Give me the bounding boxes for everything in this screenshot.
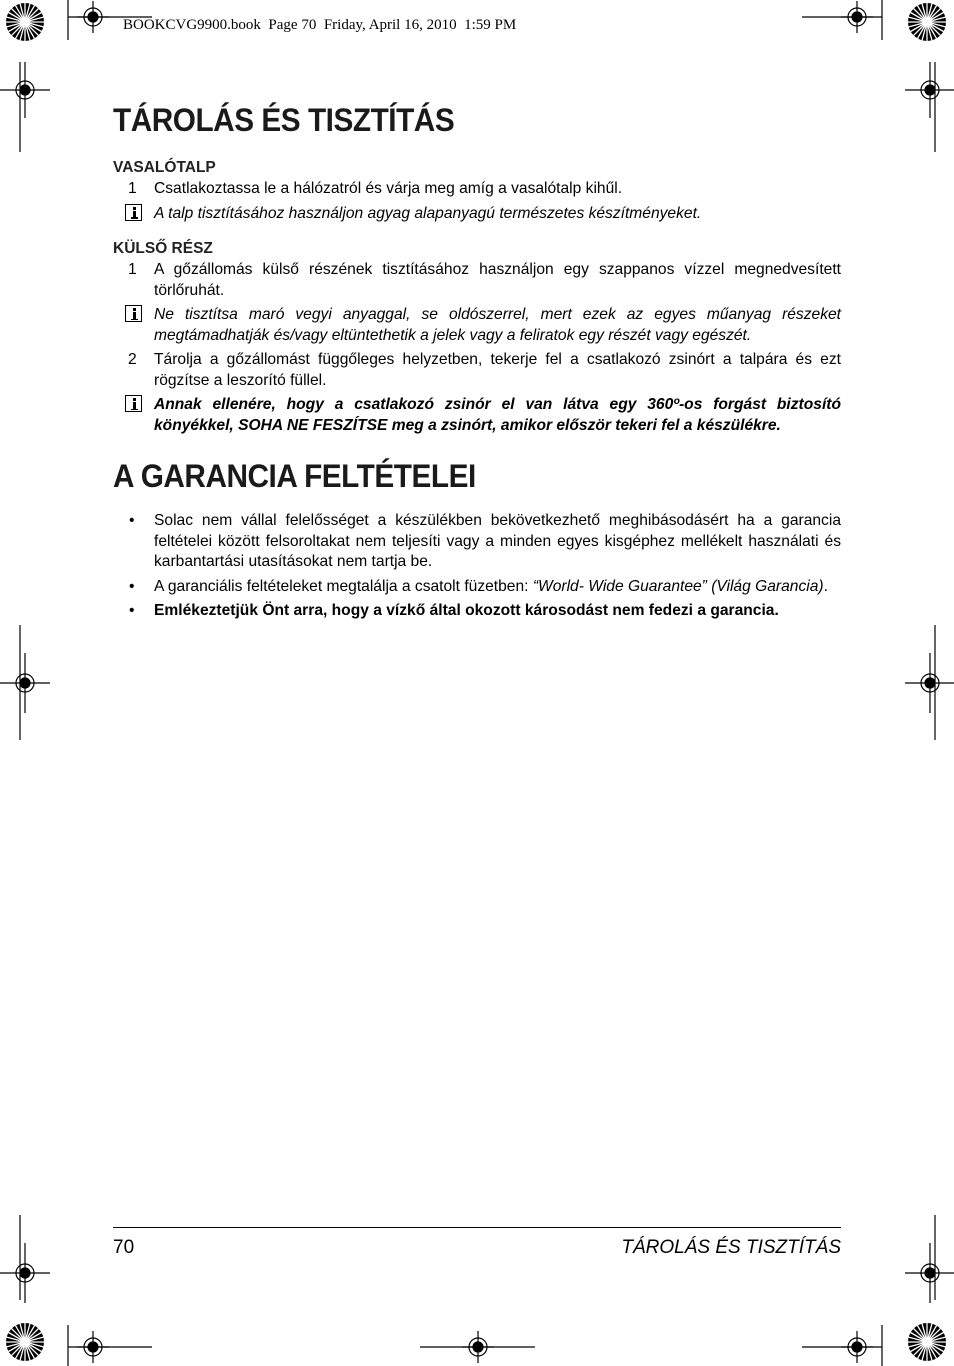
info-icon [125, 395, 142, 412]
step-number: 2 [128, 351, 137, 368]
bullet-text: Solac nem vállal felelősséget a készülékben bekövetkezhető meghibásodásért ha a garancia feltételei között felsoroltakat nem teljesíti vagy a minden egyes kisgéphez mellékelt használati és karbantartási utasításokat nem tartja be. [154, 512, 841, 570]
step-number: 1 [128, 180, 137, 197]
bullet-text: A garanciális feltételeket megtalálja a csatolt füzetben: [154, 577, 533, 595]
bullet-text-end: . [823, 577, 828, 595]
subheading-soleplate: VASALÓTALP [113, 159, 216, 176]
bullet-mark: • [129, 512, 135, 529]
running-title: TÁROLÁS ÉS TISZTÍTÁS [621, 1237, 841, 1258]
list-item [113, 179, 841, 200]
warning-text: Annak ellenére, hogy a csatlakozó zsinór el van látva egy 360º-os forgást biztosító könyékkel, SOHA NE FESZÍTSE meg a zsinórt, amikor először tekeri fel a készülékre. [154, 396, 841, 434]
list-item [113, 350, 841, 391]
warning-note [113, 395, 841, 436]
info-note [113, 305, 841, 346]
section-title-storage-cleaning: TÁROLÁS ÉS TISZTÍTÁS [113, 102, 455, 138]
info-icon [125, 305, 142, 322]
print-header: BOOKCVG9900.book Page 70 Friday, April 16, 2010 1:59 PM [123, 17, 517, 33]
section-title-warranty: A GARANCIA FELTÉTELEI [113, 458, 476, 494]
bullet-item [113, 601, 841, 622]
note-text: Ne tisztítsa maró vegyi anyaggal, se oldószerrel, mert ezek az egyes műanyag részeket megtámadhatják és/vagy eltüntethetik a jelek vagy a feliratok egy részét vagy egészét. [154, 306, 841, 344]
step-number: 1 [128, 261, 137, 278]
bullet-text-italic: “World- Wide Guarantee” (Világ Garancia) [532, 577, 824, 595]
bullet-item [113, 577, 841, 598]
step-text: Tárolja a gőzállomást függőleges helyzetben, tekerje fel a csatlakozó zsinórt a talpára és ezt rögzítse a leszorító füllel. [154, 351, 841, 389]
bullet-text-bold: Emlékeztetjük Önt arra, hogy a vízkő által okozott károsodást nem fedezi a garancia. [154, 602, 779, 619]
subheading-exterior: KÜLSŐ RÉSZ [113, 240, 213, 257]
info-note [113, 204, 841, 225]
page-number: 70 [113, 1237, 135, 1258]
page-content [113, 102, 841, 626]
note-text: A talp tisztításához használjon agyag alapanyagú természetes készítményeket. [154, 204, 702, 222]
bullet-item [113, 511, 841, 573]
footer-rule [113, 1227, 841, 1228]
step-text: Csatlakoztassa le a hálózatról és várja meg amíg a vasalótalp kihűl. [154, 180, 623, 197]
list-item [113, 260, 841, 301]
info-icon [125, 204, 142, 221]
bullet-mark: • [129, 577, 135, 595]
bullet-mark: • [129, 602, 135, 619]
step-text: A gőzállomás külső részének tisztításához használjon egy szappanos vízzel megnedvesített törlőruhát. [154, 261, 841, 299]
